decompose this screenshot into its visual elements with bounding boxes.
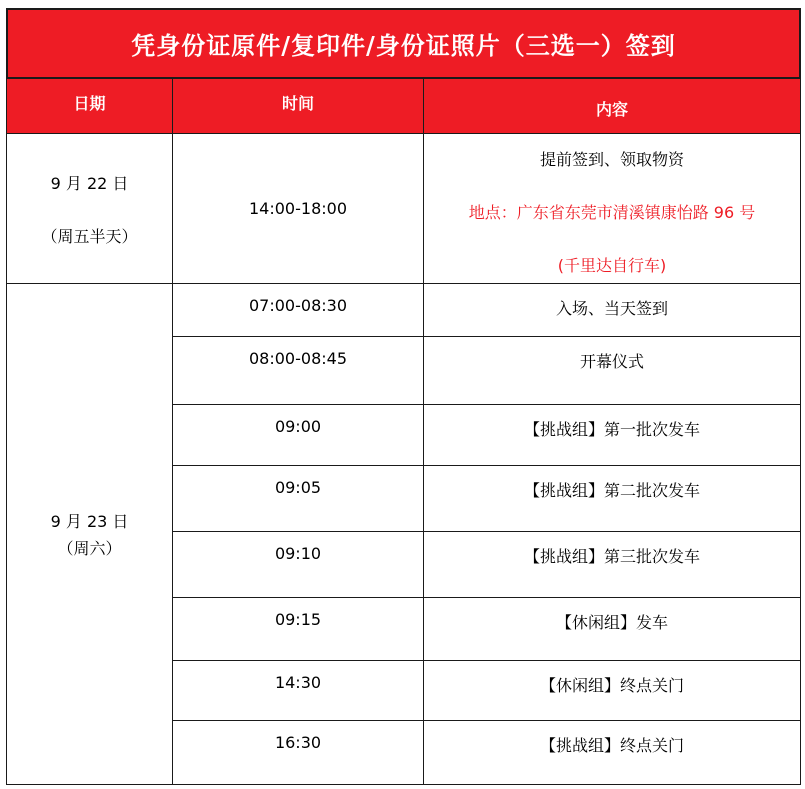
day1-content-line: 提前签到、领取物资: [539, 150, 684, 169]
row-time: 09:10: [274, 544, 322, 563]
table-row-time: [172, 597, 424, 661]
table-row-content: [423, 597, 801, 661]
row-content: 【挑战组】终点关门: [539, 736, 684, 755]
day1-date-cell: [6, 133, 173, 284]
day2-date-cell: [6, 283, 173, 785]
row-content: 【挑战组】第三批次发车: [523, 547, 700, 566]
table-row-content: [423, 404, 801, 466]
header-content-label: 内容: [595, 100, 628, 119]
header-content: [423, 78, 801, 134]
table-row-content: [423, 336, 801, 405]
table-row-content: [423, 720, 801, 785]
header-time: [172, 78, 424, 134]
row-time: 09:15: [274, 610, 322, 629]
row-time: 16:30: [274, 733, 322, 752]
day1-date: 9 月 22 日: [50, 173, 129, 193]
row-time: 07:00-08:30: [249, 296, 347, 315]
table-row-time: [172, 465, 424, 532]
table-row-content: [423, 531, 801, 598]
day1-content-cell: [423, 133, 801, 284]
table-row-content: [423, 660, 801, 721]
row-content: 开幕仪式: [579, 352, 644, 371]
row-content: 入场、当天签到: [555, 299, 668, 318]
schedule-title: 凭身份证原件/复印件/身份证照片（三选一）签到: [131, 31, 676, 60]
day2-date: 9 月 23 日: [50, 512, 129, 531]
row-time: 09:05: [274, 478, 322, 497]
day1-location-note: (千里达自行车): [557, 256, 667, 275]
day2-weekday: （周六）: [57, 539, 122, 558]
table-row-time: [172, 531, 424, 598]
row-content: 【休闲组】终点关门: [539, 676, 684, 695]
table-row-time: [172, 336, 424, 405]
day1-weekday: （周五半天）: [41, 226, 138, 246]
header-date-label: 日期: [73, 94, 106, 113]
day1-time-cell: [172, 133, 424, 284]
day1-time: 14:00-18:00: [249, 199, 347, 218]
day1-location: 地点：广东省东莞市清溪镇康怡路 96 号: [468, 203, 756, 222]
table-row-content: [423, 465, 801, 532]
row-content: 【休闲组】发车: [555, 613, 668, 632]
table-row-content: [423, 283, 801, 337]
row-content: 【挑战组】第一批次发车: [523, 420, 700, 439]
row-time: 08:00-08:45: [249, 349, 347, 368]
schedule-title-bar: [6, 8, 801, 78]
row-time: 14:30: [274, 673, 322, 692]
row-content: 【挑战组】第二批次发车: [523, 481, 700, 500]
header-time-label: 时间: [281, 94, 314, 113]
table-row-time: [172, 660, 424, 721]
row-time: 09:00: [274, 417, 322, 436]
table-row-time: [172, 720, 424, 785]
header-date: [6, 78, 173, 134]
table-row-time: [172, 283, 424, 337]
table-row-time: [172, 404, 424, 466]
